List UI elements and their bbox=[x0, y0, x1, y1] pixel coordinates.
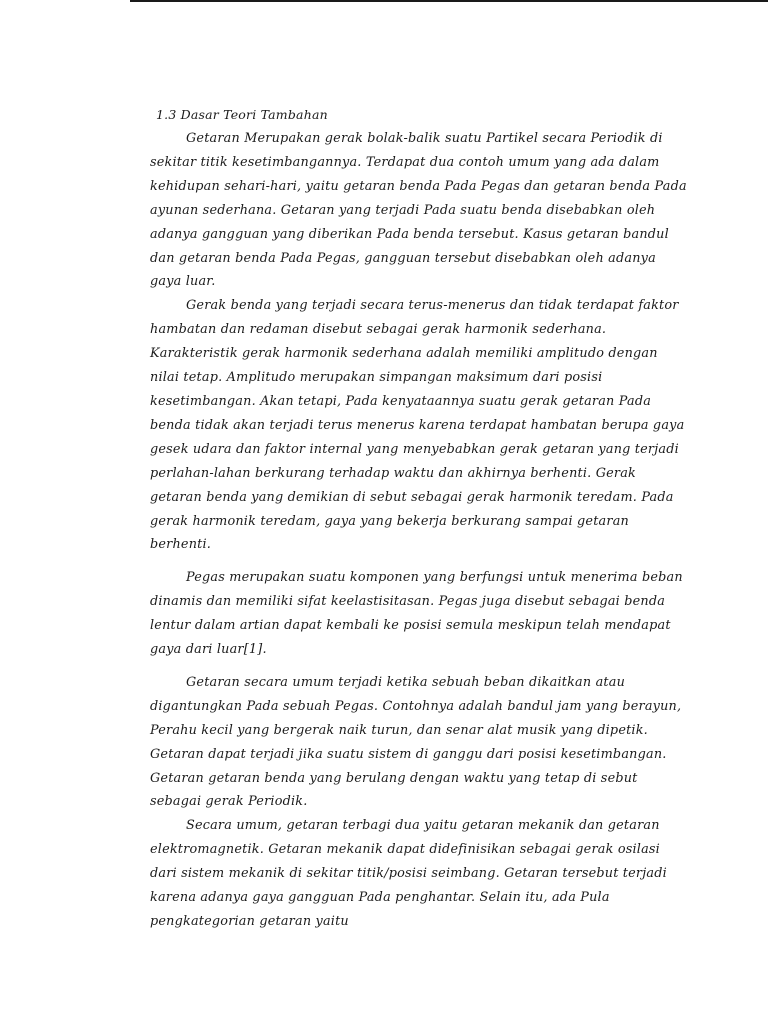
page-top-edge bbox=[130, 0, 768, 2]
paragraph-4: Getaran secara umum terjadi ketika sebuah beban dikaitkan atau digantungkan Pada sebuah Pegas. Contohnya adalah bandul jam yang berayun, Perahu kecil yang bergerak naik turun, dan senar alat musik yang dipetik. Getaran dapat terjadi jika suatu sistem di ganggu dari posisi kesetimbangan. Getaran getaran benda yang berulang dengan waktu yang tetap di sebut sebagai gerak Periodik. bbox=[150, 674, 682, 810]
paragraph-1: Getaran Merupakan gerak bolak-balik suatu Partikel secara Periodik di sekitar titik kesetimbangannya. Terdapat dua contoh umum yang ada dalam kehidupan sehari-hari, yaitu getaran benda Pada Pegas dan getaran benda Pada ayunan sederhana. Getaran yang terjadi Pada suatu benda disebabkan oleh adanya gangguan yang diberikan Pada benda tersebut. Kasus getaran bandul dan getaran benda Pada Pegas, gangguan tersebut disebabkan oleh adanya gaya luar. bbox=[150, 131, 687, 290]
handwritten-text-block bbox=[150, 106, 690, 934]
section-heading: 1.3 Dasar Teori Tambahan bbox=[156, 107, 328, 122]
paragraph-3: Pegas merupakan suatu komponen yang berfungsi untuk menerima beban dinamis dan memiliki sifat keelastisitasan. Pegas juga disebut sebagai benda lentur dalam artian dapat kembali ke posisi semula meskipun telah mendapat gaya dari luar[1]. bbox=[150, 570, 683, 658]
paragraph-2: Gerak benda yang terjadi secara terus-menerus dan tidak terdapat faktor hambatan dan redaman disebut sebagai gerak harmonik sederhana. Karakteristik gerak harmonik sederhana adalah memiliki amplitudo dengan nilai tetap. Amplitudo merupakan simpangan maksimum dari posisi kesetimbangan. Akan tetapi, Pada kenyataannya suatu gerak getaran Pada benda tidak akan terjadi terus menerus karena terdapat hambatan berupa gaya gesek udara dan faktor internal yang menyebabkan gerak getaran yang terjadi perlahan-lahan berkurang terhadap waktu dan akhirnya berhenti. Gerak getaran benda yang demikian di sebut sebagai gerak harmonik teredam. Pada gerak harmonik teredam, gaya yang bekerja berkurang sampai getaran berhenti. bbox=[150, 298, 685, 553]
paragraph-5: Secara umum, getaran terbagi dua yaitu getaran mekanik dan getaran elektromagnetik. Getaran mekanik dapat didefinisikan sebagai gerak osilasi dari sistem mekanik di sekitar titik/posisi seimbang. Getaran tersebut terjadi karena adanya gaya gangguan Pada penghantar. Selain itu, ada Pula pengkategorian getaran yaitu bbox=[150, 818, 667, 929]
